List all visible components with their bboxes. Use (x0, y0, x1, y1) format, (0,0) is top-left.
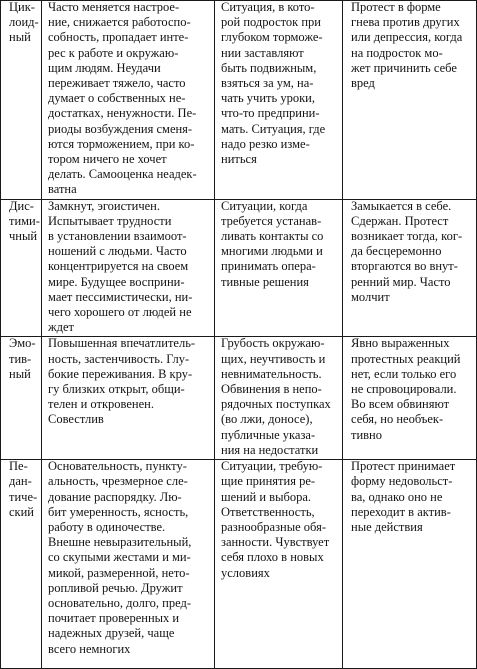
protest-text: Протест в форме гнева против других или депрессия, когда на подросток мо- жет причинить себе вред (351, 0, 463, 91)
protest-cell (343, 460, 477, 669)
type-cell (1, 199, 42, 337)
protest-cell (343, 1, 477, 200)
type-name: Эмо- тив- ный (9, 336, 36, 381)
type-cell (1, 337, 42, 460)
table-row-cycloid (1, 1, 477, 200)
type-name: Дис- тими- чный (9, 199, 40, 244)
type-cell (1, 460, 42, 669)
protest-text: Замыкается в себе. Сдержан. Протест возникает тогда, ког- да бесцеремонно вторгаются во внут- ренний мир. Часто молчит (351, 199, 463, 304)
manifestation-cell (42, 1, 215, 200)
table-row-pedantic (1, 460, 477, 669)
protest-text: Явно выраженных протестных реакций нет, если только его не спровоцировали. Во всем обвиняют себя, но необъек- тивно (351, 336, 461, 442)
type-cell (1, 1, 42, 200)
table-row-emotive (1, 337, 477, 460)
situation-cell (215, 1, 343, 200)
situation-cell (215, 337, 343, 460)
manifestation-text: Основательность, пункту- альность, чрезмерное сле- дование распорядку. Лю- бит умеренность, ясность, работу в одиночестве. Внешне невыразительный, со скупыми жестами и ми- микой, размеренной, нето- ропливой речью. Дружит основательно, долго, пред- почитает проверенных и надежных друзей, чаще всего немногих (48, 459, 192, 656)
manifestation-text: Часто меняется настрое- ние, снижается работоспо- собность, пропадает инте- рес к работе и окружаю- щим людям. Неудачи переживает тяжело, часто думает о собственных не- достатках, ненужности. Пе- риоды возбуждения сменя- ются торможением, при ко- тором ничего не хочет делать. Самооценка неадек- ватна (48, 0, 197, 197)
protest-cell (343, 337, 477, 460)
situation-cell (215, 199, 343, 337)
type-name: Цик- лоид- ный (9, 0, 39, 45)
situation-text: Ситуация, в кото- рой подросток при глубоком торможе- нии заставляют быть подвижным, взяться за ум, на- чать учить уроки, что-то предприни- мать. Ситуация, где надо резко изме- ниться (221, 0, 326, 167)
situation-cell (215, 460, 343, 669)
protest-cell (343, 199, 477, 337)
situation-text: Ситуации, когда требуется устанав- ливать контакты со многими людьми и принимать опера- тивные решения (221, 199, 324, 289)
manifestation-cell (42, 460, 215, 669)
table-row-dysthymic (1, 199, 477, 337)
type-name: Пе- дан- тиче- ский (9, 459, 38, 519)
manifestation-text: Замкнут, эгоистичен. Испытывает трудности в установлении взаимоот- ношений с людьми. Часто концентрируется на своем мире. Будущее восприни- мает пессимистически, ни- чего хорошего от людей не ждет (48, 199, 193, 335)
situation-text: Грубость окружаю- щих, неучтивость и невнимательность. Обвинения в непо- рядочных поступках (во лжи, доносе), публичные указа- ния на недостатки (221, 336, 331, 457)
manifestation-cell (42, 337, 215, 460)
manifestation-cell (42, 199, 215, 337)
manifestation-text: Повышенная впечатлитель- ность, застенчивость. Глу- бокие переживания. В кру- гу близких открыт, общи- телен и откровенен. Совестлив (48, 336, 196, 427)
protest-text: Протест принимает форму недовольст- ва, однако оно не переходит в актив- ные действия (351, 459, 456, 534)
situation-text: Ситуации, требую- щие принятия ре- шений и выбора. Ответственность, разнообразные обя- занности. Чувствует себя плохо в новых условиях (221, 459, 330, 580)
